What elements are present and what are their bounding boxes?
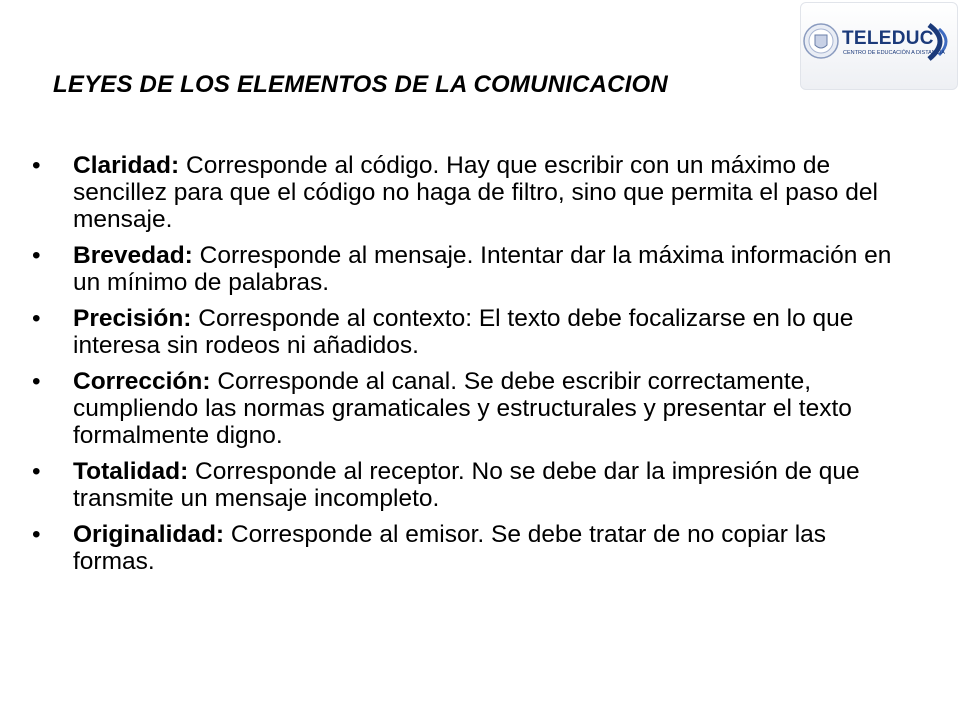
item-text: Corresponde al código. Hay que escribir con un máximo de sencillez para que el código no haga de filtro, sino que permita el paso del mensaje. [73,152,878,233]
item-term: Brevedad: [73,242,193,269]
list-item [32,458,912,512]
teleduc-logo [800,2,958,90]
item-text: Corresponde al receptor. No se debe dar la impresión de que transmite un mensaje incompleto. [73,458,860,512]
list-item [32,521,912,575]
item-term: Precisión: [73,305,192,332]
bullet-icon: • [32,152,41,179]
list-item [32,368,912,449]
item-text: Corresponde al contexto: El texto debe focalizarse en lo que interesa sin rodeos ni añadidos. [73,305,854,359]
bullet-icon: • [32,368,41,395]
laws-list [32,152,912,584]
item-text: Corresponde al emisor. Se debe tratar de no copiar las formas. [73,521,827,575]
list-item [32,305,912,359]
item-term: Totalidad: [73,458,189,485]
logo-subtitle: CENTRO DE EDUCACIÓN A DISTANCIA [843,50,945,56]
item-text: Corresponde al canal. Se debe escribir correctamente, cumpliendo las normas gramaticales y estructurales y presentar el texto formalmente digno. [73,368,852,449]
list-item [32,152,912,233]
bullet-icon: • [32,458,41,485]
bullet-icon: • [32,521,41,548]
item-term: Claridad: [73,152,180,179]
bullet-icon: • [32,242,41,269]
bullet-icon: • [32,305,41,332]
list-item [32,242,912,296]
item-term: Corrección: [73,368,211,395]
item-term: Originalidad: [73,521,225,548]
item-text: Corresponde al mensaje. Intentar dar la máxima información en un mínimo de palabras. [73,242,892,296]
logo-brand: TELEDUC [842,28,934,49]
slide-title: LEYES DE LOS ELEMENTOS DE LA COMUNICACION [53,71,668,98]
